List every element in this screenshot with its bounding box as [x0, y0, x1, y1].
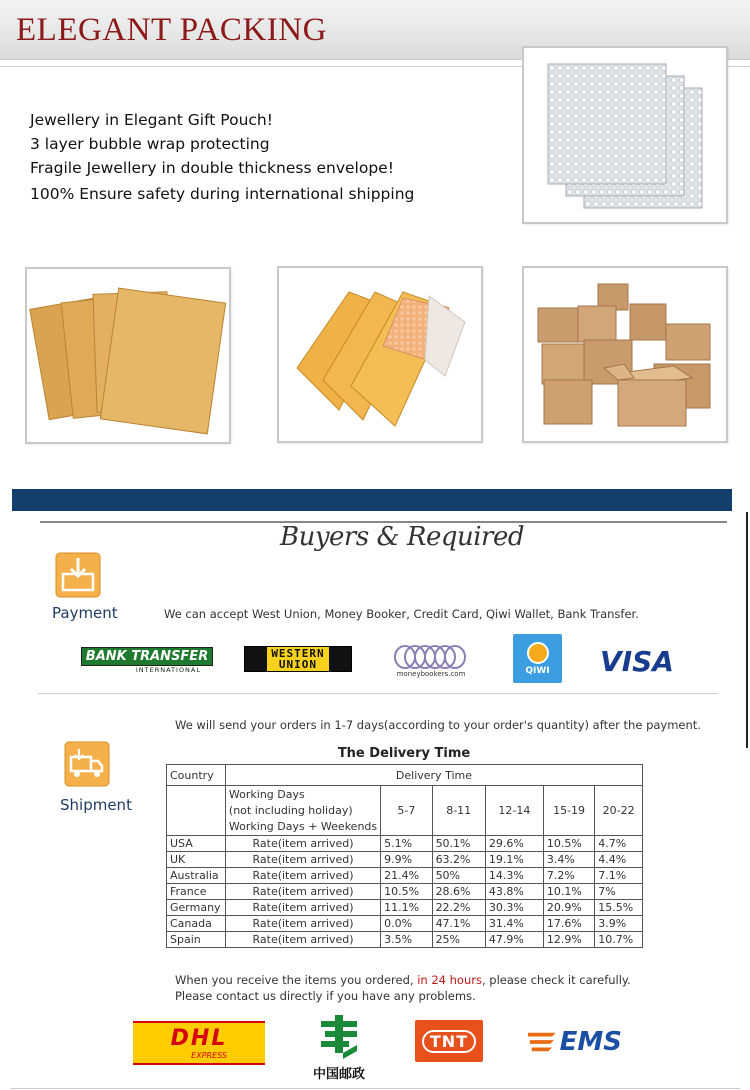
rate-value-cell: 47.1% — [432, 916, 485, 932]
bank-transfer-main: BANK TRANSFER — [81, 647, 213, 666]
qiwi-circle-icon — [527, 642, 549, 664]
table-row — [167, 900, 643, 916]
rate-label-cell: Rate(item arrived) — [225, 916, 380, 932]
working-days-cell — [225, 786, 380, 836]
table-row — [167, 868, 643, 884]
range-header: 15-19 — [543, 786, 594, 836]
intro-line: Jewellery in Elegant Gift Pouch! — [30, 111, 273, 129]
country-cell: France — [167, 884, 226, 900]
padded-envelopes-photo — [277, 266, 483, 443]
working-days-line: Working Days — [228, 787, 305, 801]
rate-label-cell: Rate(item arrived) — [225, 932, 380, 948]
table-header-country: Country — [167, 765, 226, 786]
table-row — [167, 884, 643, 900]
rate-value-cell: 25% — [432, 932, 485, 948]
range-header: 20-22 — [595, 786, 643, 836]
country-cell: Spain — [167, 932, 226, 948]
rate-value-cell: 11.1% — [381, 900, 432, 916]
rate-value-cell: 7% — [595, 884, 643, 900]
payment-description: We can accept West Union, Money Booker, Credit Card, Qiwi Wallet, Bank Transfer. — [164, 607, 639, 621]
western-union-bottom: UNION — [278, 658, 318, 671]
dhl-sub-text: EXPRESS — [191, 1050, 227, 1060]
qiwi-logo — [513, 634, 562, 683]
ems-speed-lines-icon — [528, 1028, 558, 1056]
rate-value-cell: 10.7% — [595, 932, 643, 948]
shipment-intro: We will send your orders in 1-7 days(according to your order's quantity) after the payment. — [175, 718, 701, 732]
working-days-line: (not including holiday) — [228, 803, 353, 817]
inspection-note — [175, 972, 655, 1004]
payment-icon — [55, 552, 101, 598]
bank-transfer-logo — [85, 645, 209, 675]
bank-transfer-sub: INTERNATIONAL — [135, 665, 201, 674]
delivery-time-table — [166, 764, 643, 948]
table-subheader-row — [167, 786, 643, 836]
rate-value-cell: 9.9% — [381, 852, 432, 868]
side-divider — [746, 512, 748, 748]
rate-value-cell: 7.1% — [595, 868, 643, 884]
bubble-wrap-photo — [522, 46, 728, 224]
note-text: , please check it carefully. Please contact us directly if you have any problems. — [175, 973, 631, 1003]
payment-label: Payment — [52, 604, 118, 622]
ems-logo — [528, 1024, 622, 1060]
table-row — [167, 852, 643, 868]
rate-value-cell: 0.0% — [381, 916, 432, 932]
shipment-icon — [64, 741, 110, 787]
visa-logo — [596, 644, 678, 678]
rate-value-cell: 17.6% — [543, 916, 594, 932]
range-header: 8-11 — [432, 786, 485, 836]
rate-value-cell: 30.3% — [485, 900, 543, 916]
table-body — [167, 836, 643, 948]
rate-value-cell: 4.7% — [595, 836, 643, 852]
rate-value-cell: 3.9% — [595, 916, 643, 932]
working-days-line: Working Days + Weekends — [228, 819, 378, 833]
rate-value-cell: 63.2% — [432, 852, 485, 868]
rate-label-cell: Rate(item arrived) — [225, 868, 380, 884]
intro-line: Fragile Jewellery in double thickness envelope! — [30, 159, 394, 177]
rate-value-cell: 43.8% — [485, 884, 543, 900]
range-header: 12-14 — [485, 786, 543, 836]
rate-value-cell: 3.5% — [381, 932, 432, 948]
rate-value-cell: 10.1% — [543, 884, 594, 900]
china-post-logo — [300, 1012, 378, 1082]
rate-label-cell: Rate(item arrived) — [225, 852, 380, 868]
table-row — [167, 916, 643, 932]
tnt-text: TNT — [422, 1030, 476, 1053]
country-cell: Germany — [167, 900, 226, 916]
table-header-row — [167, 765, 643, 786]
moneybookers-rings-icon — [391, 644, 471, 670]
section-title: Buyers & Required — [280, 522, 524, 552]
note-highlight: in 24 hours — [417, 973, 482, 987]
qiwi-text: QIWI — [525, 665, 550, 676]
country-cell: Canada — [167, 916, 226, 932]
tnt-logo — [415, 1020, 483, 1062]
rate-value-cell: 21.4% — [381, 868, 432, 884]
rate-value-cell: 15.5% — [595, 900, 643, 916]
note-text: When you receive the items you ordered, — [175, 973, 418, 987]
rate-value-cell: 20.9% — [543, 900, 594, 916]
country-cell: USA — [167, 836, 226, 852]
rate-value-cell: 19.1% — [485, 852, 543, 868]
western-union-logo — [244, 646, 352, 672]
country-cell: Australia — [167, 868, 226, 884]
rate-label-cell: Rate(item arrived) — [225, 884, 380, 900]
rate-label-cell: Rate(item arrived) — [225, 836, 380, 852]
table-cell-empty — [167, 786, 226, 836]
rate-value-cell: 50% — [432, 868, 485, 884]
dhl-logo — [133, 1021, 265, 1065]
rate-value-cell: 12.9% — [543, 932, 594, 948]
rate-value-cell: 10.5% — [543, 836, 594, 852]
table-header-delivery: Delivery Time — [225, 765, 642, 786]
western-union-top: WESTERN — [271, 647, 325, 660]
bottom-divider — [10, 1088, 740, 1089]
country-cell: UK — [167, 852, 226, 868]
cardboard-boxes-photo — [522, 266, 728, 443]
moneybookers-logo — [389, 640, 473, 682]
rate-label-cell: Rate(item arrived) — [225, 900, 380, 916]
rate-value-cell: 5.1% — [381, 836, 432, 852]
section-divider-bar — [12, 489, 732, 511]
china-post-text: 中国邮政 — [312, 1066, 365, 1082]
rate-value-cell: 31.4% — [485, 916, 543, 932]
table-row — [167, 932, 643, 948]
shipment-label: Shipment — [60, 796, 132, 814]
range-header: 5-7 — [381, 786, 432, 836]
page-title: ELEGANT PACKING — [16, 12, 327, 48]
payment-divider — [38, 693, 718, 694]
kraft-envelopes-photo — [25, 267, 231, 444]
intro-line: 100% Ensure safety during international shipping — [30, 185, 415, 203]
rate-value-cell: 10.5% — [381, 884, 432, 900]
rate-value-cell: 3.4% — [543, 852, 594, 868]
intro-text — [30, 108, 500, 206]
rate-value-cell: 4.4% — [595, 852, 643, 868]
rate-value-cell: 28.6% — [432, 884, 485, 900]
dhl-text: DHL — [170, 1025, 228, 1051]
delivery-table-title: The Delivery Time — [337, 746, 471, 761]
rate-value-cell: 50.1% — [432, 836, 485, 852]
rate-value-cell: 7.2% — [543, 868, 594, 884]
table-row — [167, 836, 643, 852]
moneybookers-text: moneybookers.com — [396, 670, 466, 678]
rate-value-cell: 22.2% — [432, 900, 485, 916]
ems-text: EMS — [559, 1027, 622, 1057]
china-post-emblem-icon — [317, 1013, 361, 1059]
intro-line: 3 layer bubble wrap protecting — [30, 135, 270, 153]
rate-value-cell: 47.9% — [485, 932, 543, 948]
rate-value-cell: 29.6% — [485, 836, 543, 852]
rate-value-cell: 14.3% — [485, 868, 543, 884]
visa-text: VISA — [600, 644, 674, 678]
